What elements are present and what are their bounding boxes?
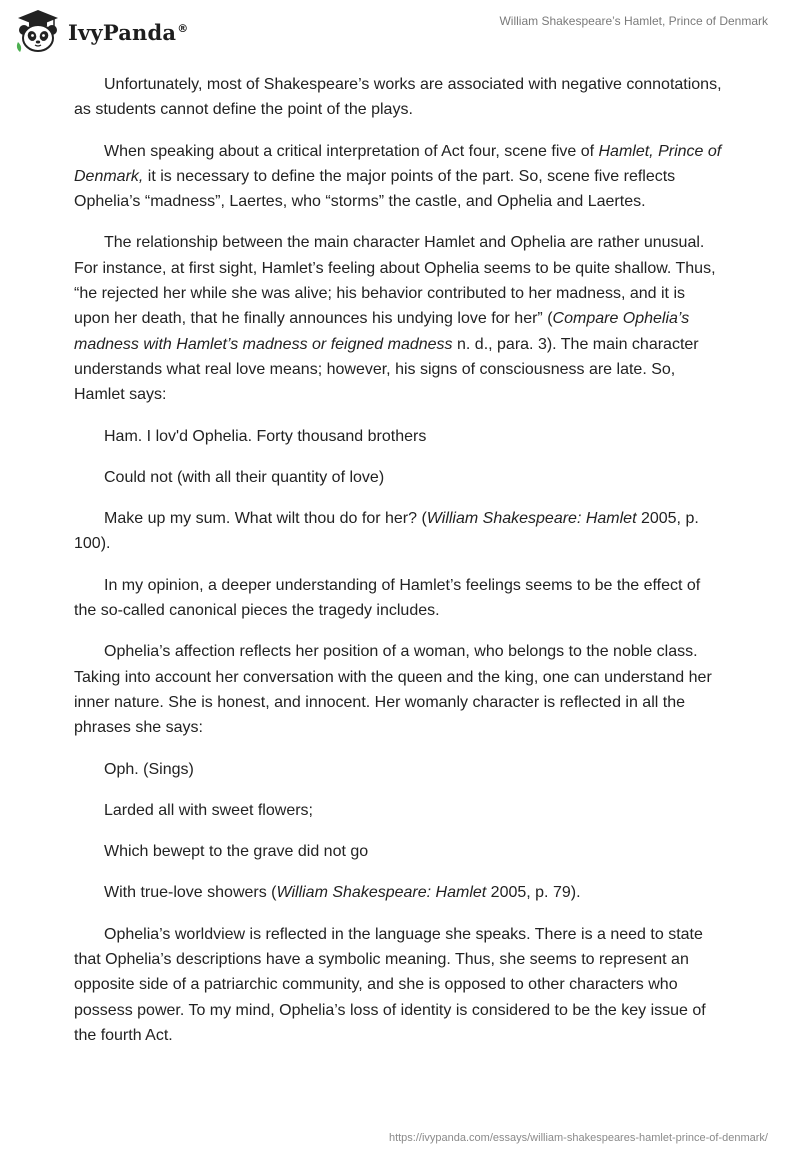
brand-logo[interactable] <box>14 8 188 54</box>
panda-graduate-icon <box>14 8 62 54</box>
quote-line: Make up my sum. What wilt thou do for her? (William Shakespeare: Hamlet 2005, p. 100). <box>74 510 699 553</box>
quote-line: Oph. (Sings) <box>104 760 194 778</box>
quote-line: Which bewept to the grave did not go <box>104 843 369 861</box>
paragraph: Unfortunately, most of Shakespeare’s works are associated with negative connotations, as students cannot define the point of the plays. <box>74 76 722 119</box>
brand-name: IvyPanda® <box>68 19 189 45</box>
paragraph: In my opinion, a deeper understanding of Hamlet’s feelings seems to be the effect of the so-called canonical pieces the tragedy includes. <box>74 576 701 620</box>
paragraph: The relationship between the main character Hamlet and Ophelia are rather unusual. For instance, at first sight, Hamlet’s feeling about Ophelia seems to be quite shallow. Thus, “he rejected her while she was alive; his behavior contributed to her madness, and it is upon her death, that he finally announces his undying love for her” (Compare Ophelia’s madness with Hamlet’s madness or feigned madness n. d., para. 3). The main character understands what real love means; however, his signs of consciousness are late. So, Hamlet says: <box>74 234 716 404</box>
page-header <box>0 0 800 60</box>
paragraph: Ophelia’s affection reflects her position of a woman, who belongs to the noble class. Taking into account her conversation with the queen and the king, one can understand her inner nature. She is honest, and innocent. Her womanly character is reflected in all the phrases she says: <box>74 643 712 737</box>
source-url[interactable]: https://ivypanda.com/essays/william-shakespeares-hamlet-prince-of-denmark/ <box>388 1132 768 1144</box>
quote-line: Larded all with sweet flowers; <box>104 801 313 819</box>
running-title: William Shakespeare’s Hamlet, Prince of Denmark <box>499 14 768 28</box>
registered-mark: ® <box>177 21 189 35</box>
quote-line: Ham. I lov'd Ophelia. Forty thousand brothers <box>104 427 427 445</box>
essay-body <box>74 72 722 1064</box>
paragraph: Ophelia’s worldview is reflected in the language she speaks. There is a need to state that Ophelia’s descriptions have a symbolic meaning. Thus, she seems to represent an opposite side of a patriarchic community, and she is opposed to other characters who possess power. To my mind, Ophelia’s loss of identity is considered to be the key issue of the fourth Act. <box>74 925 706 1044</box>
quote-line: With true-love showers (William Shakespeare: Hamlet 2005, p. 79). <box>104 884 581 902</box>
paragraph: When speaking about a critical interpretation of Act four, scene five of Hamlet, Prince of Denmark, it is necessary to define the major points of the part. So, scene five reflects Ophelia’s “madness”, Laertes, who “storms” the castle, and Ophelia and Laertes. <box>74 142 722 211</box>
quote-line: Could not (with all their quantity of love) <box>104 468 385 486</box>
